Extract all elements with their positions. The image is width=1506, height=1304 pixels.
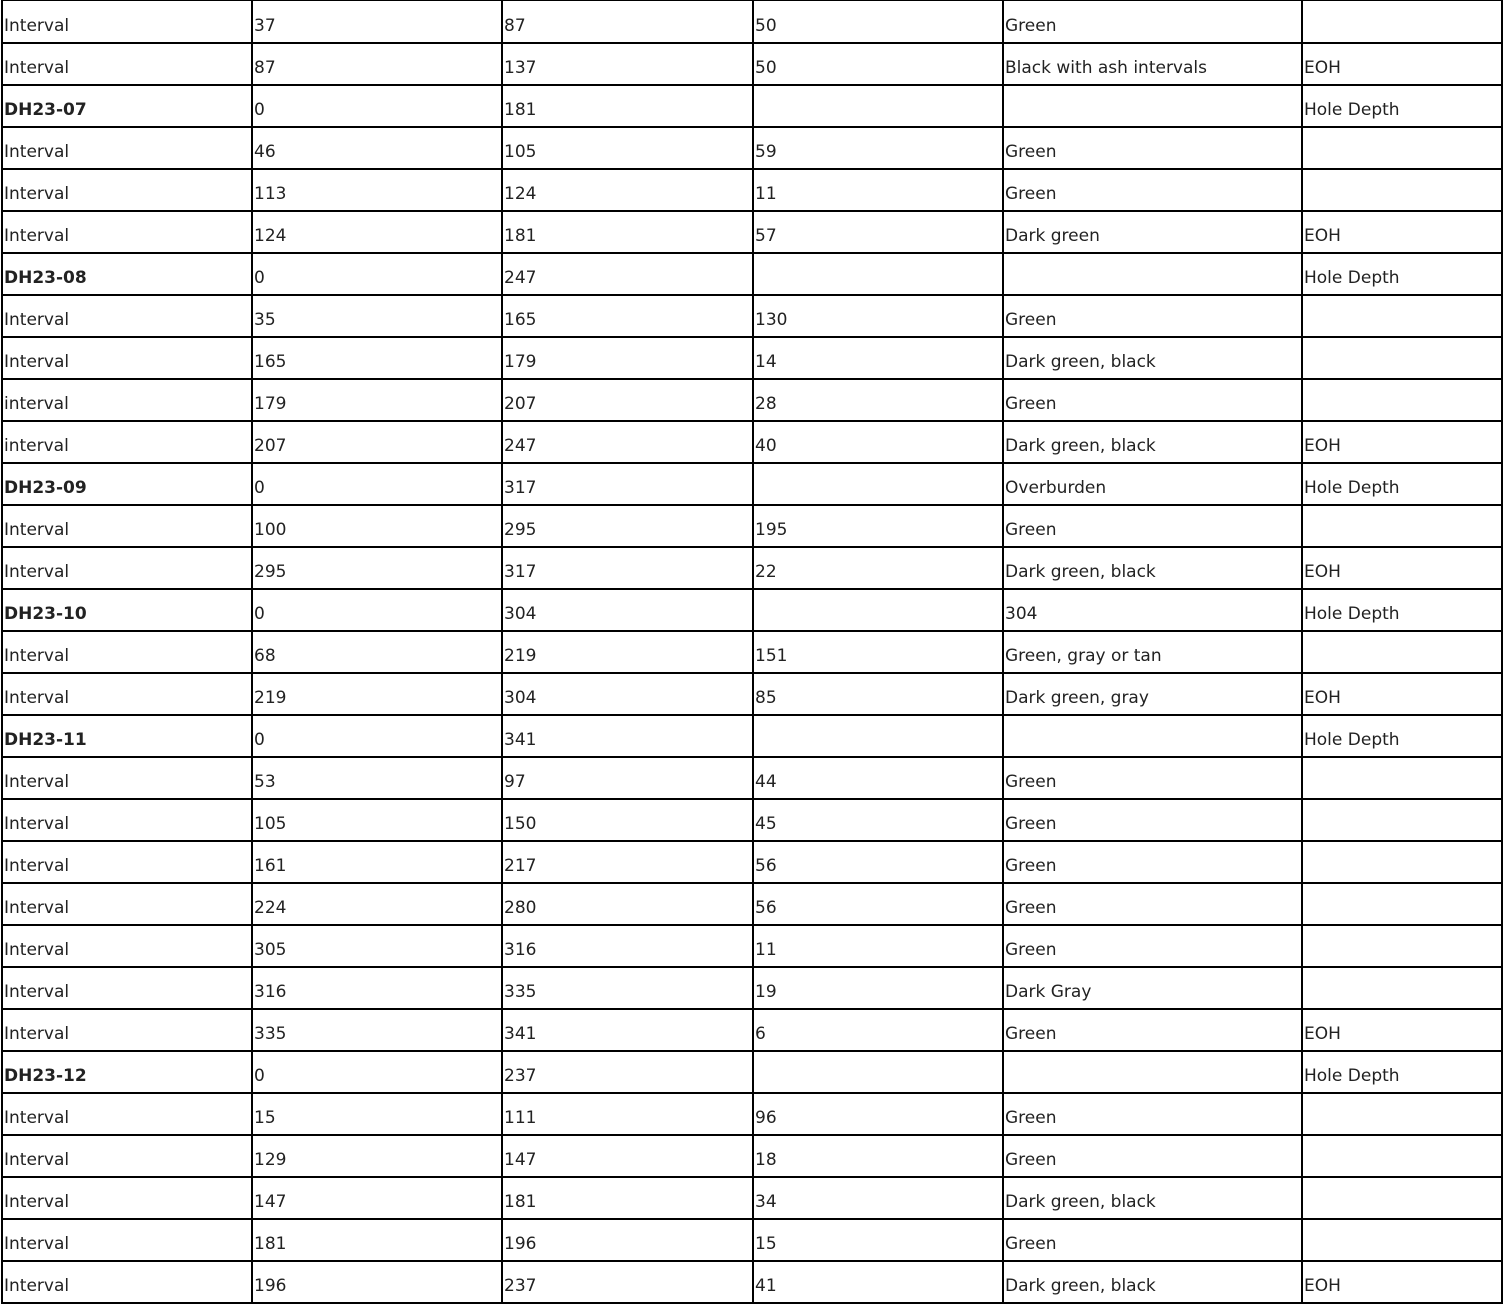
description-cell: Dark green, black (1003, 1261, 1302, 1303)
to-cell: 217 (502, 841, 753, 883)
description-cell: Green (1003, 1219, 1302, 1261)
note-cell (1302, 883, 1502, 925)
from-cell: 196 (252, 1261, 502, 1303)
note-cell (1302, 967, 1502, 1009)
description-cell: Green, gray or tan (1003, 631, 1302, 673)
length-cell: 41 (753, 1261, 1003, 1303)
description-cell: Green (1003, 1009, 1302, 1051)
table-body (2, 1, 1502, 1303)
interval-row (2, 1135, 1502, 1177)
description-cell: Green (1003, 169, 1302, 211)
interval-row (2, 421, 1502, 463)
length-cell: 96 (753, 1093, 1003, 1135)
to-cell: 237 (502, 1261, 753, 1303)
hole-or-interval-cell: Interval (2, 295, 252, 337)
description-cell: Green (1003, 841, 1302, 883)
description-cell: Dark green, black (1003, 421, 1302, 463)
interval-row (2, 337, 1502, 379)
description-cell: Green (1003, 505, 1302, 547)
hole-or-interval-cell: Interval (2, 799, 252, 841)
from-cell: 305 (252, 925, 502, 967)
note-cell: Hole Depth (1302, 85, 1502, 127)
interval-row (2, 1, 1502, 43)
length-cell (753, 715, 1003, 757)
note-cell (1302, 1219, 1502, 1261)
interval-row (2, 1093, 1502, 1135)
note-cell: EOH (1302, 43, 1502, 85)
hole-or-interval-cell: Interval (2, 631, 252, 673)
note-cell: EOH (1302, 1009, 1502, 1051)
note-cell: Hole Depth (1302, 1051, 1502, 1093)
note-cell: Hole Depth (1302, 463, 1502, 505)
hole-or-interval-cell: Interval (2, 757, 252, 799)
from-cell: 68 (252, 631, 502, 673)
to-cell: 316 (502, 925, 753, 967)
from-cell: 0 (252, 85, 502, 127)
description-cell: Green (1003, 1, 1302, 43)
interval-row (2, 967, 1502, 1009)
hole-or-interval-cell: DH23-11 (2, 715, 252, 757)
from-cell: 35 (252, 295, 502, 337)
to-cell: 137 (502, 43, 753, 85)
to-cell: 247 (502, 421, 753, 463)
length-cell (753, 1051, 1003, 1093)
note-cell (1302, 799, 1502, 841)
interval-row (2, 631, 1502, 673)
to-cell: 304 (502, 589, 753, 631)
hole-or-interval-cell: Interval (2, 925, 252, 967)
note-cell: EOH (1302, 211, 1502, 253)
to-cell: 111 (502, 1093, 753, 1135)
note-cell (1302, 505, 1502, 547)
interval-row (2, 673, 1502, 715)
length-cell: 44 (753, 757, 1003, 799)
from-cell: 147 (252, 1177, 502, 1219)
to-cell: 247 (502, 253, 753, 295)
note-cell: EOH (1302, 673, 1502, 715)
interval-row (2, 295, 1502, 337)
drill-hole-intervals-table (1, 0, 1503, 1304)
from-cell: 113 (252, 169, 502, 211)
length-cell: 22 (753, 547, 1003, 589)
description-cell: Green (1003, 925, 1302, 967)
length-cell: 14 (753, 337, 1003, 379)
note-cell (1302, 757, 1502, 799)
from-cell: 87 (252, 43, 502, 85)
from-cell: 100 (252, 505, 502, 547)
note-cell: EOH (1302, 1261, 1502, 1303)
to-cell: 335 (502, 967, 753, 1009)
note-cell (1302, 631, 1502, 673)
to-cell: 295 (502, 505, 753, 547)
from-cell: 129 (252, 1135, 502, 1177)
interval-row (2, 547, 1502, 589)
from-cell: 0 (252, 253, 502, 295)
description-cell: Green (1003, 379, 1302, 421)
note-cell (1302, 1, 1502, 43)
description-cell: Green (1003, 127, 1302, 169)
note-cell (1302, 169, 1502, 211)
length-cell: 28 (753, 379, 1003, 421)
hole-or-interval-cell: Interval (2, 1009, 252, 1051)
length-cell: 15 (753, 1219, 1003, 1261)
note-cell (1302, 1177, 1502, 1219)
to-cell: 150 (502, 799, 753, 841)
length-cell: 45 (753, 799, 1003, 841)
to-cell: 124 (502, 169, 753, 211)
length-cell: 59 (753, 127, 1003, 169)
hole-or-interval-cell: Interval (2, 169, 252, 211)
interval-row (2, 127, 1502, 169)
to-cell: 304 (502, 673, 753, 715)
note-cell: EOH (1302, 547, 1502, 589)
length-cell: 130 (753, 295, 1003, 337)
to-cell: 97 (502, 757, 753, 799)
to-cell: 219 (502, 631, 753, 673)
description-cell: 304 (1003, 589, 1302, 631)
length-cell: 11 (753, 925, 1003, 967)
interval-row (2, 211, 1502, 253)
hole-or-interval-cell: interval (2, 379, 252, 421)
hole-or-interval-cell: Interval (2, 967, 252, 1009)
interval-row (2, 1009, 1502, 1051)
from-cell: 37 (252, 1, 502, 43)
to-cell: 207 (502, 379, 753, 421)
description-cell: Green (1003, 295, 1302, 337)
description-cell (1003, 85, 1302, 127)
to-cell: 181 (502, 85, 753, 127)
from-cell: 181 (252, 1219, 502, 1261)
length-cell (753, 589, 1003, 631)
length-cell: 40 (753, 421, 1003, 463)
description-cell: Dark Gray (1003, 967, 1302, 1009)
description-cell (1003, 715, 1302, 757)
interval-row (2, 1177, 1502, 1219)
length-cell: 195 (753, 505, 1003, 547)
interval-row (2, 43, 1502, 85)
description-cell: Overburden (1003, 463, 1302, 505)
length-cell: 56 (753, 883, 1003, 925)
description-cell: Black with ash intervals (1003, 43, 1302, 85)
to-cell: 317 (502, 547, 753, 589)
length-cell: 11 (753, 169, 1003, 211)
from-cell: 105 (252, 799, 502, 841)
note-cell (1302, 295, 1502, 337)
hole-or-interval-cell: Interval (2, 1219, 252, 1261)
to-cell: 181 (502, 211, 753, 253)
hole-or-interval-cell: Interval (2, 1, 252, 43)
to-cell: 105 (502, 127, 753, 169)
description-cell: Green (1003, 1093, 1302, 1135)
length-cell: 6 (753, 1009, 1003, 1051)
hole-or-interval-cell: DH23-07 (2, 85, 252, 127)
from-cell: 179 (252, 379, 502, 421)
length-cell: 19 (753, 967, 1003, 1009)
note-cell: Hole Depth (1302, 589, 1502, 631)
to-cell: 341 (502, 715, 753, 757)
hole-header-row (2, 1051, 1502, 1093)
hole-or-interval-cell: Interval (2, 673, 252, 715)
interval-row (2, 841, 1502, 883)
to-cell: 179 (502, 337, 753, 379)
length-cell: 50 (753, 1, 1003, 43)
hole-or-interval-cell: Interval (2, 1177, 252, 1219)
note-cell: Hole Depth (1302, 715, 1502, 757)
note-cell (1302, 925, 1502, 967)
length-cell: 34 (753, 1177, 1003, 1219)
from-cell: 219 (252, 673, 502, 715)
description-cell: Dark green, gray (1003, 673, 1302, 715)
description-cell: Green (1003, 883, 1302, 925)
from-cell: 46 (252, 127, 502, 169)
to-cell: 87 (502, 1, 753, 43)
from-cell: 15 (252, 1093, 502, 1135)
interval-row (2, 799, 1502, 841)
from-cell: 335 (252, 1009, 502, 1051)
to-cell: 181 (502, 1177, 753, 1219)
interval-row (2, 169, 1502, 211)
hole-or-interval-cell: Interval (2, 1261, 252, 1303)
hole-header-row (2, 85, 1502, 127)
from-cell: 0 (252, 1051, 502, 1093)
description-cell: Green (1003, 799, 1302, 841)
description-cell: Dark green, black (1003, 337, 1302, 379)
description-cell (1003, 1051, 1302, 1093)
interval-row (2, 925, 1502, 967)
length-cell: 18 (753, 1135, 1003, 1177)
hole-header-row (2, 715, 1502, 757)
from-cell: 0 (252, 463, 502, 505)
hole-or-interval-cell: Interval (2, 43, 252, 85)
from-cell: 124 (252, 211, 502, 253)
hole-or-interval-cell: Interval (2, 337, 252, 379)
from-cell: 161 (252, 841, 502, 883)
hole-or-interval-cell: DH23-10 (2, 589, 252, 631)
hole-or-interval-cell: Interval (2, 1093, 252, 1135)
hole-or-interval-cell: Interval (2, 883, 252, 925)
note-cell (1302, 841, 1502, 883)
from-cell: 165 (252, 337, 502, 379)
description-cell: Dark green, black (1003, 1177, 1302, 1219)
interval-row (2, 379, 1502, 421)
note-cell (1302, 337, 1502, 379)
to-cell: 341 (502, 1009, 753, 1051)
description-cell: Dark green, black (1003, 547, 1302, 589)
from-cell: 295 (252, 547, 502, 589)
from-cell: 207 (252, 421, 502, 463)
interval-row (2, 505, 1502, 547)
length-cell (753, 463, 1003, 505)
note-cell: EOH (1302, 421, 1502, 463)
hole-or-interval-cell: Interval (2, 127, 252, 169)
description-cell: Green (1003, 1135, 1302, 1177)
from-cell: 0 (252, 715, 502, 757)
length-cell: 50 (753, 43, 1003, 85)
length-cell: 151 (753, 631, 1003, 673)
interval-row (2, 883, 1502, 925)
interval-row (2, 1219, 1502, 1261)
hole-or-interval-cell: DH23-09 (2, 463, 252, 505)
note-cell: Hole Depth (1302, 253, 1502, 295)
interval-row (2, 1261, 1502, 1303)
hole-header-row (2, 589, 1502, 631)
hole-or-interval-cell: DH23-12 (2, 1051, 252, 1093)
note-cell (1302, 1135, 1502, 1177)
hole-header-row (2, 253, 1502, 295)
to-cell: 280 (502, 883, 753, 925)
description-cell: Green (1003, 757, 1302, 799)
note-cell (1302, 127, 1502, 169)
to-cell: 165 (502, 295, 753, 337)
length-cell: 85 (753, 673, 1003, 715)
note-cell (1302, 379, 1502, 421)
description-cell (1003, 253, 1302, 295)
hole-or-interval-cell: DH23-08 (2, 253, 252, 295)
description-cell: Dark green (1003, 211, 1302, 253)
length-cell: 56 (753, 841, 1003, 883)
length-cell (753, 253, 1003, 295)
hole-or-interval-cell: Interval (2, 841, 252, 883)
hole-header-row (2, 463, 1502, 505)
from-cell: 316 (252, 967, 502, 1009)
length-cell (753, 85, 1003, 127)
length-cell: 57 (753, 211, 1003, 253)
from-cell: 53 (252, 757, 502, 799)
to-cell: 196 (502, 1219, 753, 1261)
note-cell (1302, 1093, 1502, 1135)
from-cell: 0 (252, 589, 502, 631)
hole-or-interval-cell: interval (2, 421, 252, 463)
from-cell: 224 (252, 883, 502, 925)
to-cell: 237 (502, 1051, 753, 1093)
hole-or-interval-cell: Interval (2, 1135, 252, 1177)
interval-row (2, 757, 1502, 799)
hole-or-interval-cell: Interval (2, 505, 252, 547)
hole-or-interval-cell: Interval (2, 211, 252, 253)
to-cell: 317 (502, 463, 753, 505)
hole-or-interval-cell: Interval (2, 547, 252, 589)
to-cell: 147 (502, 1135, 753, 1177)
